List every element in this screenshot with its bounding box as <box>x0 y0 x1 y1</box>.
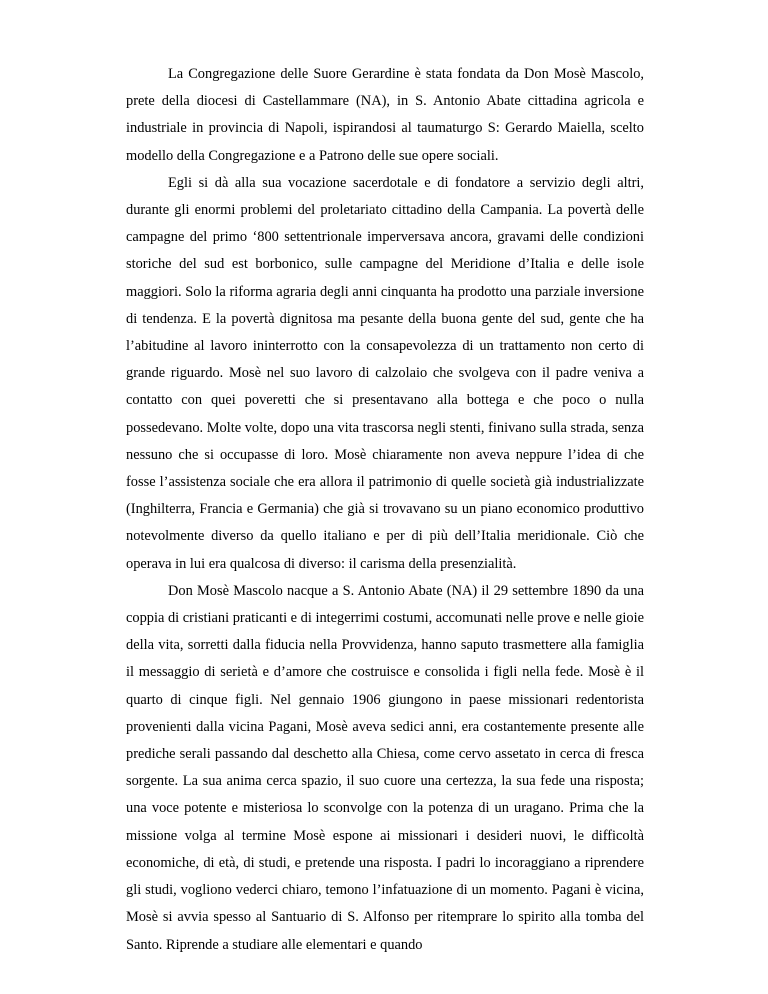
paragraph-1: La Congregazione delle Suore Gerardine è stata fondata da Don Mosè Mascolo, prete della diocesi di Castellammare (NA), in S. Antonio Abate cittadina agricola e industriale in provincia di Napoli, ispirandosi al taumaturgo S: Gerardo Maiella, scelto modello della Congregazione e a Patrono delle sue opere sociali. <box>126 66 644 164</box>
body-text <box>126 61 644 959</box>
paragraph-2: Egli si dà alla sua vocazione sacerdotale e di fondatore a servizio degli altri, durante gli enormi problemi del proletariato cittadino della Campania. La povertà delle campagne del primo ‘800 settentrionale imperversava ancora, gravami delle condizioni storiche del sud est borbonico, sulle campagne del Meridione d’Italia e delle isole maggiori. Solo la riforma agraria degli anni cinquanta ha prodotto una parziale inversione di tendenza. E la povertà dignitosa ma pesante della buona gente del sud, gente che ha l’abitudine al lavoro ininterrotto con la consapevolezza di un trattamento non certo di grande riguardo. Mosè nel suo lavoro di calzolaio che svolgeva con il padre veniva a contatto con quei poveretti che si presentavano alla bottega e che poco o nulla possedevano. Molte volte, dopo una vita trascorsa negli stenti, finivano sulla strada, senza nessuno che si occupasse di loro. Mosè chiaramente non aveva neppure l’idea di che fosse l’assistenza sociale che era allora il patrimonio di quelle società già industrializzate (Inghilterra, Francia e Germania) che già si trovavano su un piano economico produttivo notevolmente diverso da quello italiano e per di più dell’Italia meridionale. Ciò che operava in lui era qualcosa di diverso: il carisma della presenzialità. <box>126 174 644 572</box>
paragraph-3: Don Mosè Mascolo nacque a S. Antonio Abate (NA) il 29 settembre 1890 da una coppia di cristiani praticanti e di integerrimi costumi, accomunati nelle prove e nelle gioie della vita, sorretti dalla fiducia nella Provvidenza, hanno saputo trasmettere alla famiglia il messaggio di serietà e d’amore che costruisce e consolida i figli nella fede. Mosè è il quarto di cinque figli. Nel gennaio 1906 giungono in paese missionari redentorista provenienti dalla vicina Pagani, Mosè aveva sedici anni, era costantemente presente alle prediche serali passando dal deschetto alla Chiesa, come cervo assetato in cerca di fresca sorgente. La sua anima cerca spazio, il suo cuore una certezza, la sua fede una risposta; una voce potente e misteriosa lo sconvolge con la potenza di un uragano. Prima che la missione volga al termine Mosè espone ai missionari i desideri nuovi, le difficoltà economiche, di età, di studi, e pretende una risposta. I padri lo incoraggiano a riprendere gli studi, vogliono vederci chiaro, temono l’infatuazione di un momento. Pagani è vicina, Mosè si avvia spesso al Santuario di S. Alfonso per ritemprare lo spirito alla tomba del Santo. Riprende a studiare alle elementari e quando <box>126 582 644 953</box>
